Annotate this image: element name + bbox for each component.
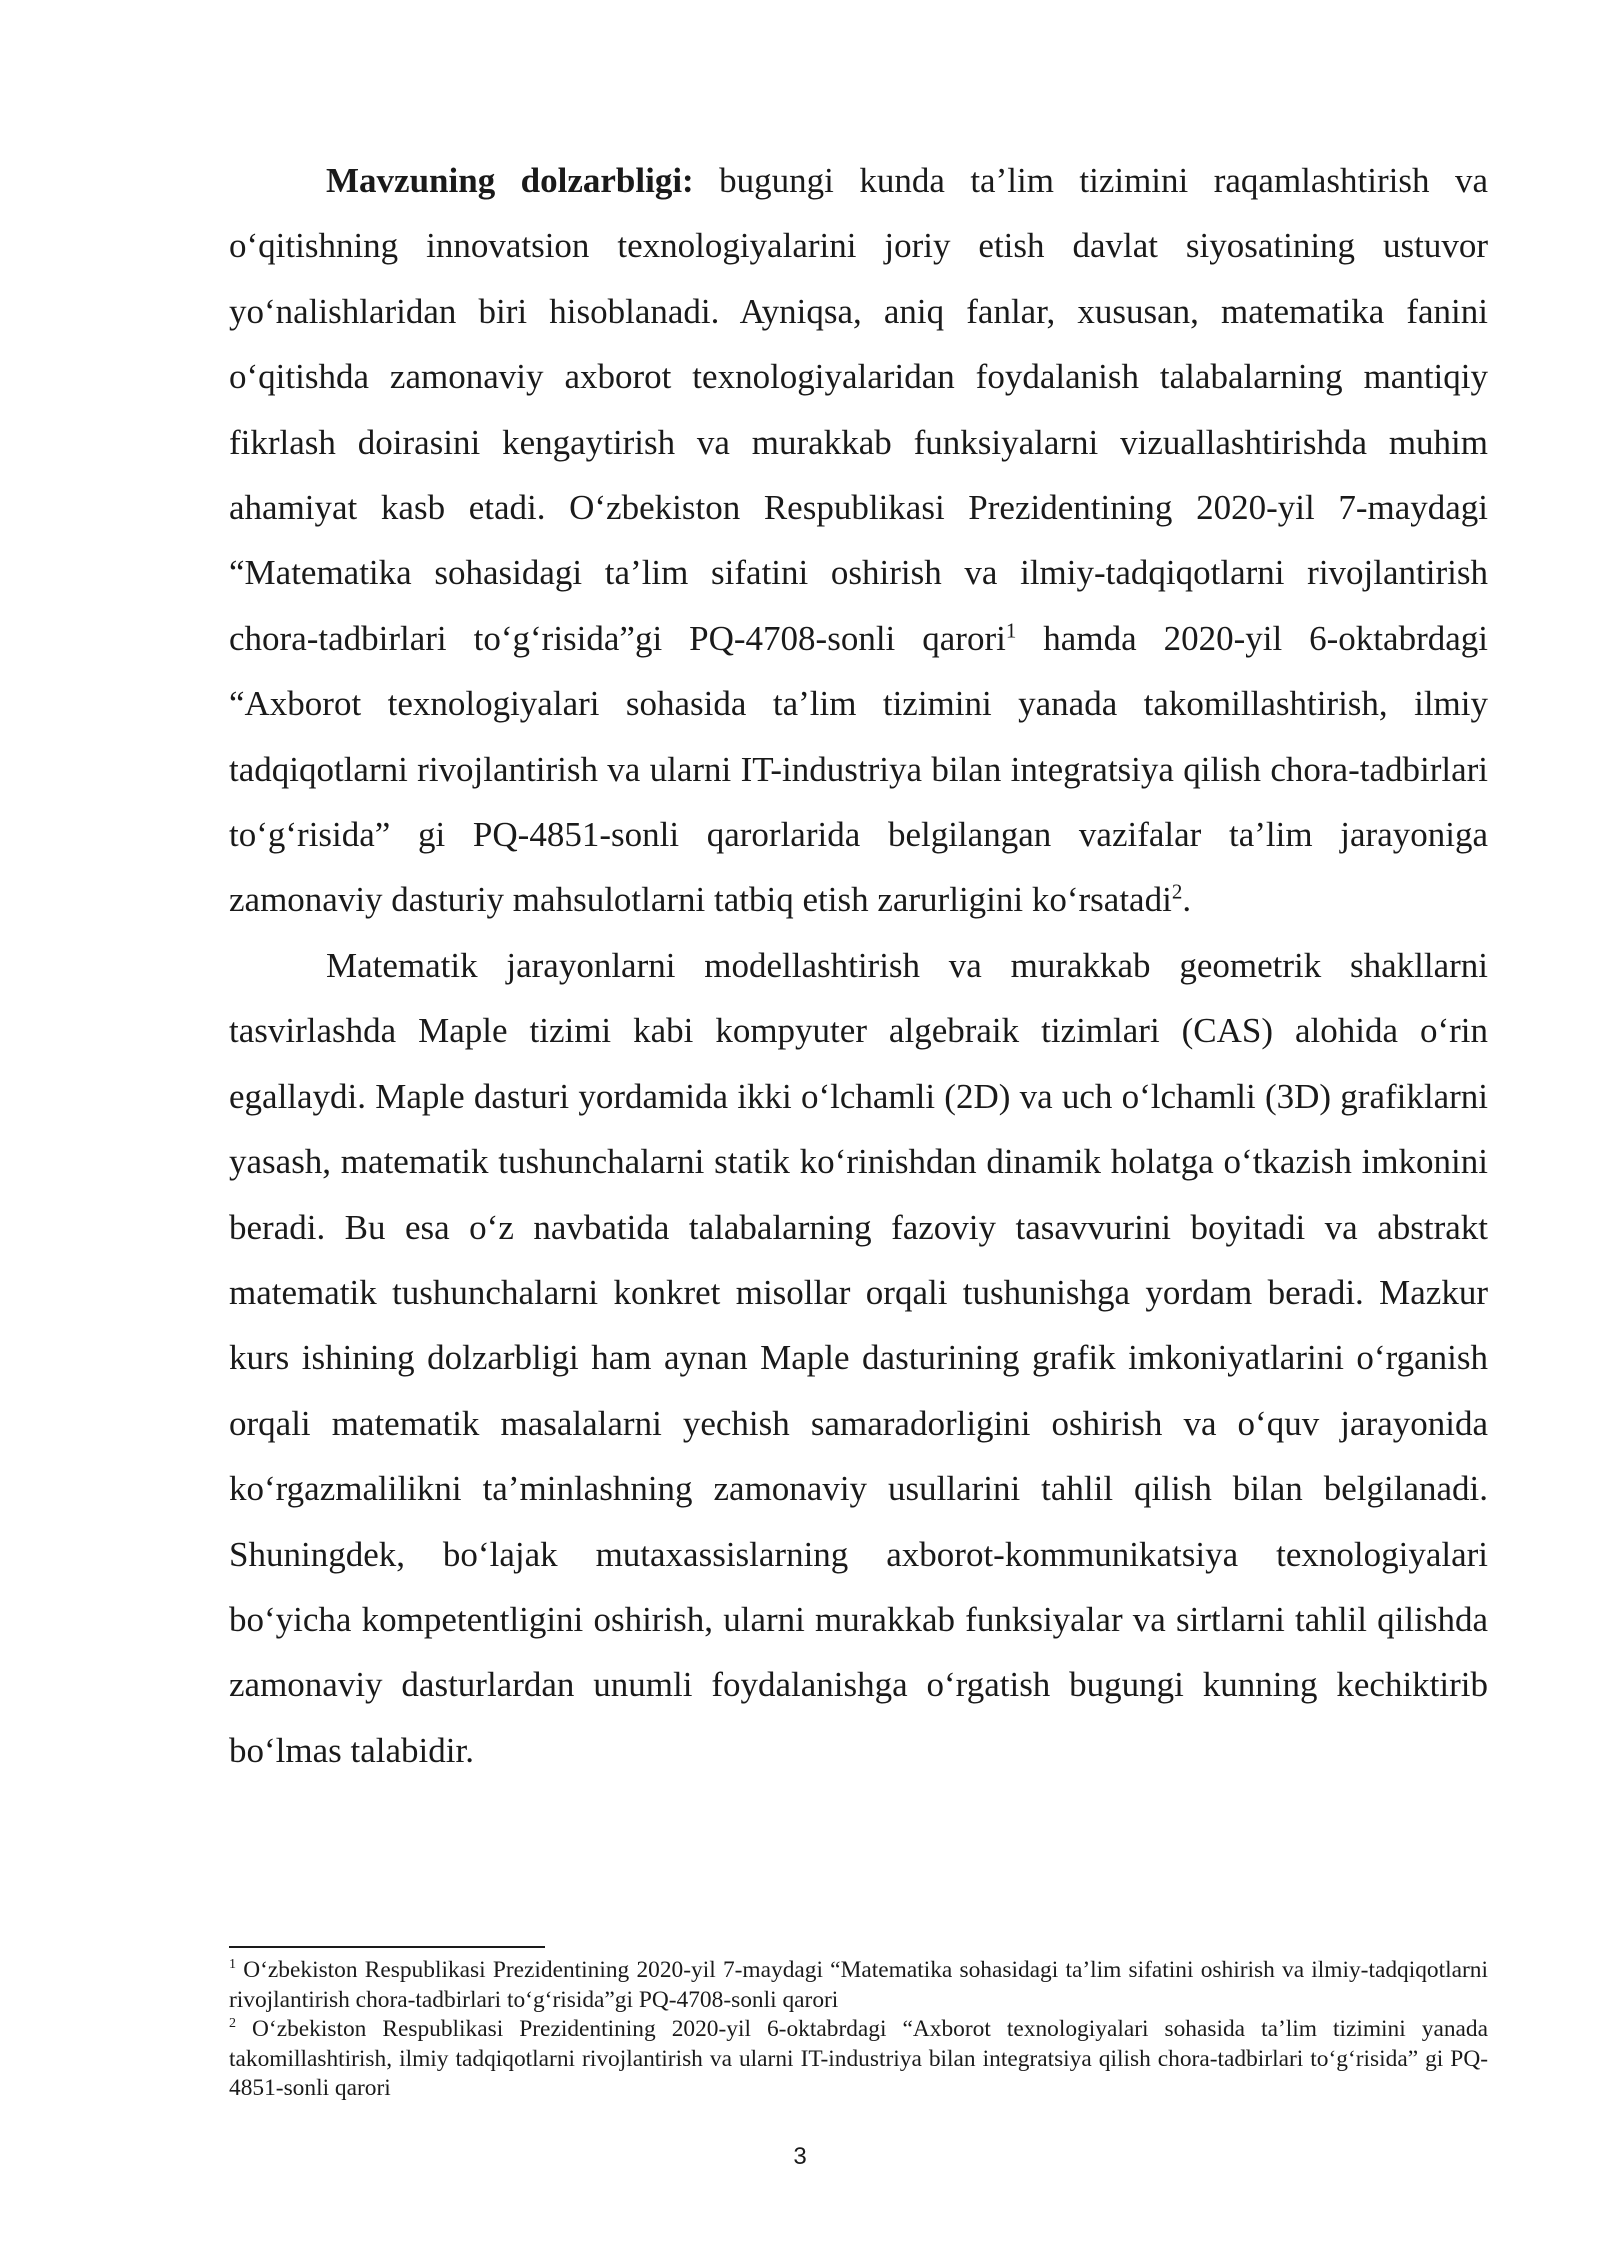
footnote-mark-2: 2 (229, 2015, 237, 2032)
page-number: 3 (793, 2143, 807, 2170)
footnote-separator (229, 1946, 545, 1948)
footnote-reference-2[interactable]: 2 (1171, 879, 1183, 904)
footnote-text: O‘zbekiston Respublikasi Prezidentining 2020-yil 7-maydagi “Matematika sohasidagi ta’lim sifatini oshirish va ilmiy-tadqiqotlarni rivojlantirish chora-tadbirlari to‘g‘risida”gi PQ-4708-sonli qarori (229, 1957, 1488, 2013)
document-page (229, 148, 1488, 1783)
footnote-mark-1: 1 (229, 1956, 237, 1973)
paragraph-relevance (229, 148, 1488, 933)
paragraph-text: bugungi kunda ta’lim tizimini raqamlashtirish va o‘qitishning innovatsion texnologiyalarini joriy etish davlat siyosatining ustuvor yo‘nalishlaridan biri hisoblanadi. Ayniqsa, aniq fanlar, xususan, matematika fanini o‘qitishda zamonaviy axborot texnologiyalaridan foydalanish talabalarning mantiqiy fikrlash doirasini kengaytirish va murakkab funksiyalarni vizuallashtirishda muhim ahamiyat kasb etadi. O‘zbekiston Respublikasi Prezidentining 2020-yil 7-maydagi “Matematika sohasidagi ta’lim sifatini oshirish va ilmiy-tadqiqotlarni rivojlantirish chora-tadbirlari to‘g‘risida”gi PQ-4708-sonli qarori (229, 161, 1488, 658)
footnote-text: O‘zbekiston Respublikasi Prezidentining 2020-yil 6-oktabrdagi “Axborot texnologiyalari sohasida ta’lim tizimini yanada takomillashtirish, ilmiy tadqiqotlarni rivojlantirish va ularni IT-industriya bilan integratsiya qilish chora-tadbirlari to‘g‘risida” gi PQ-4851-sonli qarori (229, 2016, 1488, 2101)
paragraph-maple: Matematik jarayonlarni modellashtirish va murakkab geometrik shakllarni tasvirlashda Maple tizimi kabi kompyuter algebraik tizimlari (CAS) alohida o‘rin egallaydi. Maple dasturi yordamida ikki o‘lchamli (2D) va uch o‘lchamli (3D) grafiklarni yasash, matematik tushunchalarni statik ko‘rinishdan dinamik holatga o‘tkazish imkonini beradi. Bu esa o‘z navbatida talabalarning fazoviy tasavvurini boyitadi va abstrakt matematik tushunchalarni konkret misollar orqali tushunishga yordam beradi. Mazkur kurs ishining dolzarbligi ham aynan Maple dasturining grafik imkoniyatlarini o‘rganish orqali matematik masalalarni yechish samaradorligini oshirish va o‘quv jarayonida ko‘rgazmalilikni ta’minlashning zamonaviy usullarini tahlil qilish bilan belgilanadi. Shuningdek, bo‘lajak mutaxassislarning axborot-kommunikatsiya texnologiyalari bo‘yicha kompetentligini oshirish, ularni murakkab funksiyalar va sirtlarni tahlil qilishda zamonaviy dasturlardan unumli foydalanishga o‘rgatish bugungi kunning kechiktirib bo‘lmas talabidir. (229, 945, 1488, 1770)
footnote-reference-1[interactable]: 1 (1005, 618, 1017, 643)
footnote-2 (229, 2015, 1488, 2104)
section-lead-heading: Mavzuning dolzarbligi: (326, 161, 694, 200)
footnote-1 (229, 1956, 1488, 2015)
paragraph-text: hamda 2020-yil 6-oktabrdagi “Axborot texnologiyalari sohasida ta’lim tizimini yanada takomillashtirish, ilmiy tadqiqotlarni rivojlantirish va ularni IT-industriya bilan integratsiya qilish chora-tadbirlari to‘g‘risida” gi PQ-4851-sonli qarorlarida belgilangan vazifalar ta’lim jarayoniga zamonaviy dasturiy mahsulotlarni tatbiq etish zarurligini ko‘rsatadi (229, 618, 1488, 920)
paragraph-text: . (1182, 880, 1192, 920)
footnotes (229, 1956, 1488, 2104)
